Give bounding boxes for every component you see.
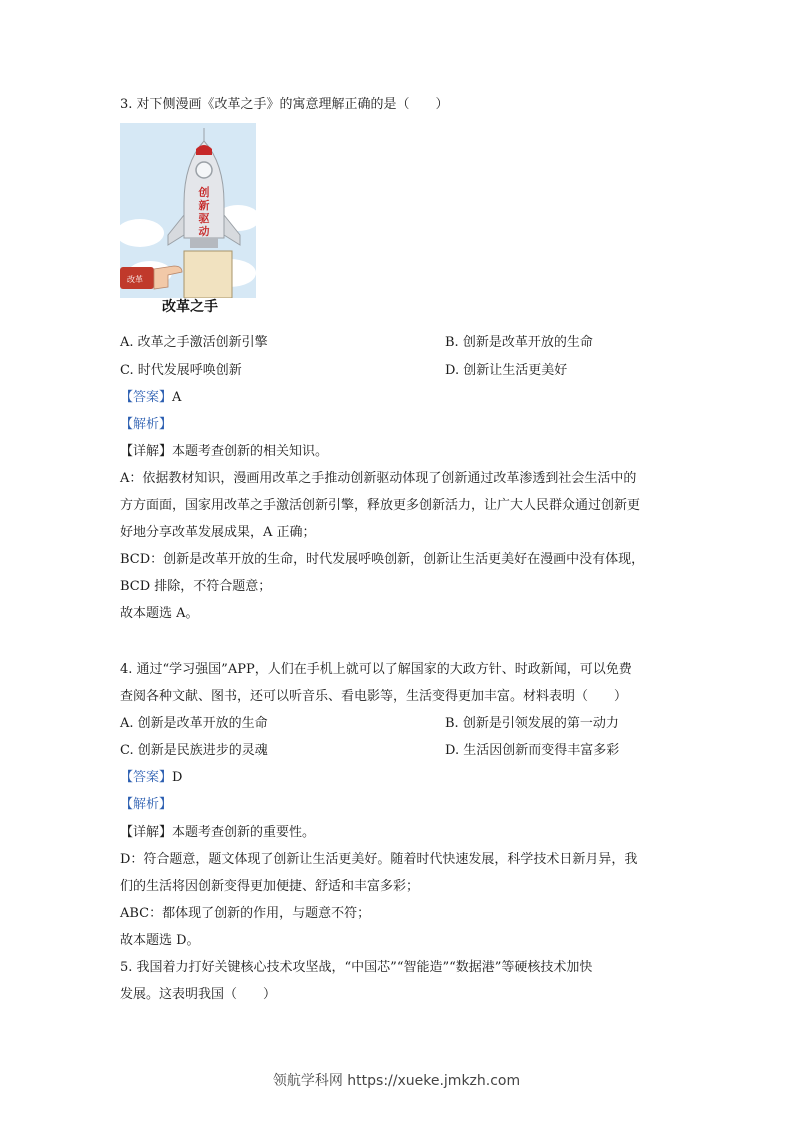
comic-image xyxy=(120,123,256,318)
q3-detail-line-1 xyxy=(120,442,328,462)
detail-tag: 【详解】 xyxy=(120,444,173,459)
page-footer: 领航学科网 https://xueke.jmkzh.com xyxy=(272,1073,521,1089)
q3-answer: A xyxy=(172,390,182,405)
q4-option-b: B. 创新是引领发展的第一动力 xyxy=(445,716,619,731)
q4-stem-line-2: 查阅各种文献、图书，还可以听音乐、看电影等，生活变得更加丰富。材料表明（ ） xyxy=(120,689,628,704)
q4-stem-line-1: 4. 通过“学习强国”APP，人们在手机上就可以了解国家的大政方针、时政新闻，可以免费 xyxy=(120,662,632,677)
answer-tag: 【答案】 xyxy=(120,770,173,785)
rocket-char-2: 新 xyxy=(198,199,210,212)
q5-stem-line-2: 发展。这表明我国（ ） xyxy=(120,987,277,1002)
q3-analysis-tag: 【解析】 xyxy=(120,417,173,432)
q4-detail-line-3: 们的生活将因创新变得更加便捷、舒适和丰富多彩； xyxy=(120,879,420,894)
q4-detail-line-1 xyxy=(120,823,315,843)
sleeve-text: 改革 xyxy=(127,275,143,284)
q3-detail-line-3: 方方面面，国家用改革之手激活创新引擎，释放更多创新活力，让广大人民群众通过创新更 xyxy=(120,498,641,513)
q4-option-a: A. 创新是改革开放的生命 xyxy=(120,716,268,731)
q4-detail-line-5: 故本题选 D。 xyxy=(120,933,200,948)
q3-detail-line-6: BCD 排除，不符合题意； xyxy=(120,579,272,594)
q3-answer-line xyxy=(120,388,181,408)
q3-detail-line-2: A：依据教材知识，漫画用改革之手推动创新驱动体现了创新通过改革渗透到社会生活中的 xyxy=(120,471,637,486)
q3-option-b: B. 创新是改革开放的生命 xyxy=(445,335,593,350)
q3-detail-line-5: BCD：创新是改革开放的生命，时代发展呼唤创新，创新让生活更美好在漫画中没有体现， xyxy=(120,552,645,567)
q3-option-d: D. 创新让生活更美好 xyxy=(445,363,568,378)
q5-stem-line-1: 5. 我国着力打好关键核心技术攻坚战，“中国芯”“智能造”“数据港”等硬核技术加快 xyxy=(120,960,593,975)
q3-detail-line-7: 故本题选 A。 xyxy=(120,606,199,621)
q4-detail-line-4: ABC：都体现了创新的作用，与题意不符； xyxy=(120,906,371,921)
q4-answer-line xyxy=(120,768,182,788)
rocket-char-4: 动 xyxy=(198,225,210,238)
q3-option-c: C. 时代发展呼唤创新 xyxy=(120,363,242,378)
rocket-char-3: 驱 xyxy=(198,212,210,225)
rocket-char-1: 创 xyxy=(198,186,210,199)
comic-caption: 改革之手 xyxy=(162,299,218,315)
q4-option-c: C. 创新是民族进步的灵魂 xyxy=(120,743,268,758)
q4-analysis-tag: 【解析】 xyxy=(120,797,173,812)
q4-detail-line-2: D：符合题意，题文体现了创新让生活更美好。随着时代快速发展，科学技术日新月异，我 xyxy=(120,852,638,867)
q4-answer: D xyxy=(172,770,183,785)
answer-tag: 【答案】 xyxy=(120,390,173,405)
detail-text: 本题考查创新的重要性。 xyxy=(172,825,316,840)
q3-option-a: A. 改革之手激活创新引擎 xyxy=(120,335,268,350)
detail-text: 本题考查创新的相关知识。 xyxy=(172,444,329,459)
q3-stem: 3. 对下侧漫画《改革之手》的寓意理解正确的是（ ） xyxy=(120,97,449,112)
q4-option-d: D. 生活因创新而变得丰富多彩 xyxy=(445,743,620,758)
detail-tag: 【详解】 xyxy=(120,825,173,840)
q3-detail-line-4: 好地分享改革发展成果，A 正确； xyxy=(120,525,316,540)
